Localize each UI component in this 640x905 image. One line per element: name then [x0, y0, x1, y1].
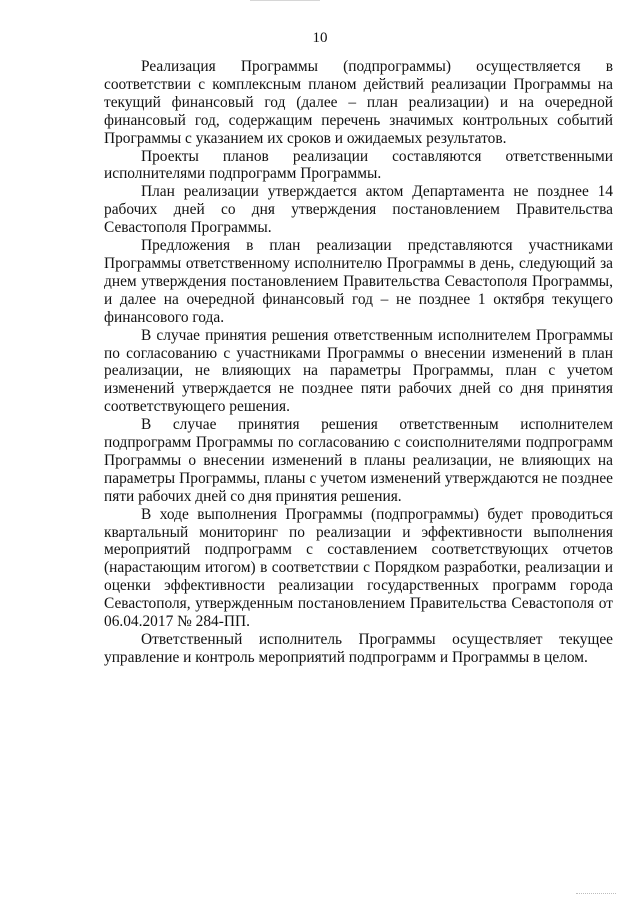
paragraph-proposals: Предложения в план реализации представляются участниками Программы ответственному исполнителю Программы в день, следующий за днем утверждения постановлением Правительства Севастополя Программы, и далее на очередной финансовый год – не позднее 1 октября текущего финансового года.: [104, 237, 613, 326]
paragraph-monitoring: В ходе выполнения Программы (подпрограммы) будет проводиться квартальный мониторинг по реализации и эффективности выполнения мероприятий подпрограмм с составлением соответствующих отчетов (нарастающим итогом) в соответствии с Порядком разработки, реализации и оценки эффективности реализации государственных программ города Севастополя, утвержденным постановлением Правительства Севастополя от 06.04.2017 № 284-ПП.: [104, 505, 613, 631]
document-body: [104, 58, 613, 667]
paragraph-subprogram-changes: В случае принятия решения ответственным исполнителем подпрограмм Программы по согласованию с соисполнителями подпрограмм Программы о внесении изменений в планы реализации, не влияющих на параметры Программы, планы с учетом изменений утверждаются не позднее пяти рабочих дней со дня принятия решения.: [104, 416, 613, 505]
scan-artifact-mark: [576, 893, 616, 895]
paragraph-plan-approval: План реализации утверждается актом Департамента не позднее 14 рабочих дней со дня утверждения постановлением Правительства Севастополя Программы.: [104, 183, 613, 237]
paragraph-program-changes: В случае принятия решения ответственным исполнителем Программы по согласованию с участниками Программы о внесении изменений в план реализации, не влияющих на параметры Программы, план с учетом изменений утверждается не позднее пяти рабочих дней со дня принятия соответствующего решения.: [104, 326, 613, 416]
paragraph-plan-of-actions: Реализация Программы (подпрограммы) осуществляется в соответствии с комплексным планом действий реализации Программы на текущий финансовый год (далее – план реализации) и на очередной финансовый год, содержащим перечень значимых контрольных событий Программы с указанием их сроков и ожидаемых результатов.: [104, 58, 613, 147]
page-number: 10: [312, 30, 328, 46]
paragraph-draft-plans: Проекты планов реализации составляются ответственными исполнителями подпрограмм Программы.: [104, 147, 613, 183]
scan-edge-line: [250, 0, 320, 1]
paragraph-management-control: Ответственный исполнитель Программы осуществляет текущее управление и контроль мероприятий подпрограмм и Программы в целом.: [104, 631, 613, 666]
